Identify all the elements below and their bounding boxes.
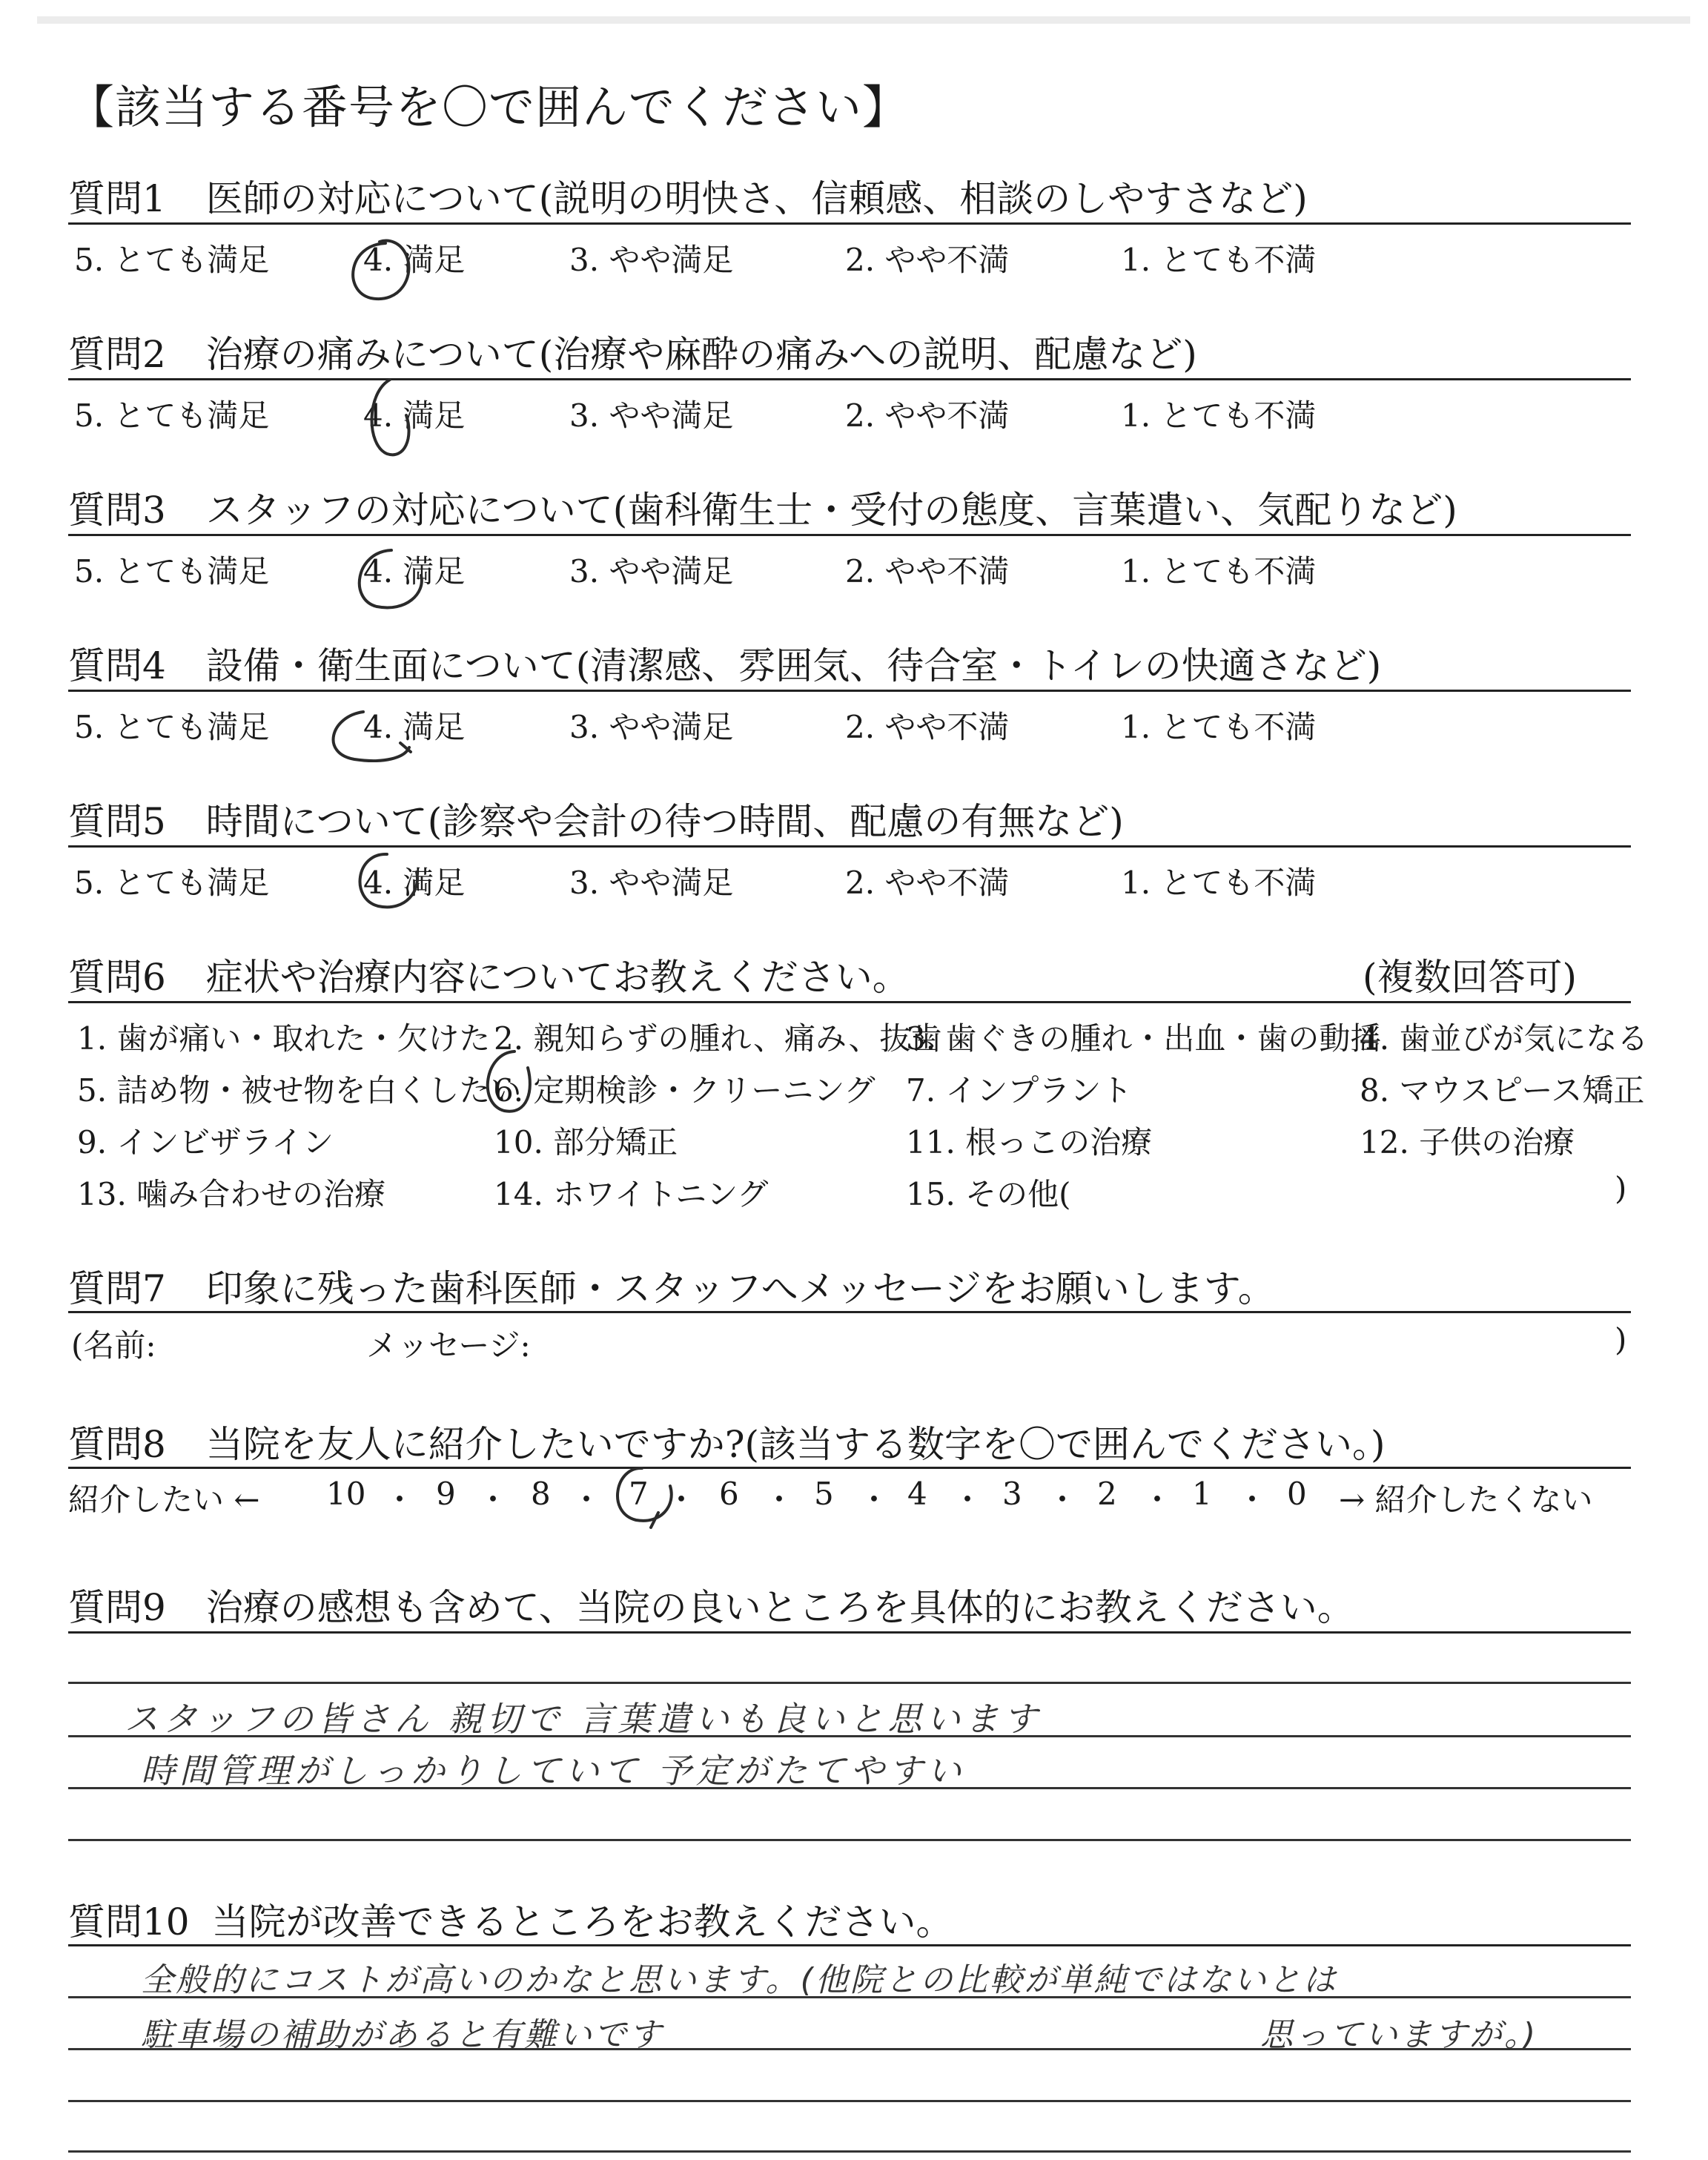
- q6-option-15[interactable]: 15. その他(: [906, 1176, 1071, 1212]
- q6-option-11[interactable]: 11. 根っこの治療: [906, 1124, 1153, 1160]
- q8-dot: ・: [384, 1482, 416, 1518]
- q6-option-12[interactable]: 12. 子供の治療: [1360, 1124, 1575, 1160]
- q9-answer-2: 時間管理がしっかりしていて 予定がたてやすい: [141, 1751, 966, 1791]
- q4-option-2[interactable]: 2. やや不満: [845, 709, 1010, 745]
- question-10: [68, 1892, 953, 1946]
- q6-option-6[interactable]: 6. 定期検診・クリーニング: [494, 1072, 875, 1109]
- q9-answer-line: [68, 1839, 1631, 1841]
- q7-close: ): [1615, 1321, 1627, 1358]
- q3-option-5[interactable]: 5. とても満足: [74, 553, 270, 589]
- q6-option-10[interactable]: 10. 部分矯正: [494, 1124, 678, 1160]
- q8-score-6[interactable]: 6: [719, 1476, 739, 1512]
- question-6-label: 質問6: [68, 956, 166, 999]
- q7-name-label: (名前:: [71, 1327, 156, 1364]
- q10-answer-line: [68, 2150, 1631, 2153]
- q8-left-label: 紹介したい ←: [68, 1482, 260, 1518]
- q8-score-8[interactable]: 8: [531, 1476, 551, 1512]
- question-9-text: 治療の感想も含めて、当院の良いところを具体的にお教えください。: [205, 1586, 1354, 1629]
- question-8-text: 当院を友人に紹介したいですか?(該当する数字を〇で囲んでください。): [205, 1423, 1386, 1466]
- question-10-text: 当院が改善できるところをお教えください。: [211, 1900, 953, 1943]
- q6-other-close: ): [1615, 1170, 1627, 1206]
- q8-score-10[interactable]: 10: [326, 1476, 366, 1512]
- q8-dot: ・: [1047, 1482, 1079, 1518]
- question-1: [68, 169, 1308, 222]
- q4-option-3[interactable]: 3. やや満足: [569, 709, 734, 745]
- q7-message-label: メッセージ:: [366, 1327, 531, 1364]
- q3-option-2[interactable]: 2. やや不満: [845, 553, 1010, 589]
- question-7-text: 印象に残った歯科医師・スタッフへメッセージをお願いします。: [205, 1267, 1275, 1310]
- q6-option-3[interactable]: 3. 歯ぐきの腫れ・出血・歯の動揺: [906, 1020, 1382, 1057]
- q8-score-9[interactable]: 9: [436, 1476, 456, 1512]
- q5-option-1[interactable]: 1. とても不満: [1121, 865, 1317, 901]
- q3-option-4[interactable]: 4. 満足: [363, 553, 466, 589]
- q8-dot: ・: [1142, 1482, 1174, 1518]
- scan-edge: [37, 16, 1690, 24]
- question-7-rule: [68, 1311, 1631, 1313]
- question-4: [68, 636, 1381, 690]
- question-9-rule: [68, 1631, 1631, 1634]
- question-9: [68, 1578, 1354, 1631]
- q2-option-3[interactable]: 3. やや満足: [569, 397, 734, 434]
- question-6-note: (複数回答可): [1363, 956, 1578, 999]
- question-3-label: 質問3: [68, 489, 166, 532]
- q1-option-4[interactable]: 4. 満足: [363, 242, 466, 278]
- q6-option-14[interactable]: 14. ホワイトニング: [494, 1176, 769, 1212]
- question-2-label: 質問2: [68, 333, 166, 376]
- q3-option-3[interactable]: 3. やや満足: [569, 553, 734, 589]
- question-2-text: 治療の痛みについて(治療や麻酔の痛みへの説明、配慮など): [205, 333, 1197, 376]
- q6-option-13[interactable]: 13. 噛み合わせの治療: [77, 1176, 386, 1212]
- q8-dot: ・: [764, 1482, 795, 1518]
- q8-dot: ・: [477, 1482, 509, 1518]
- q6-option-5[interactable]: 5. 詰め物・被せ物を白くしたい: [77, 1072, 522, 1109]
- question-8-rule: [68, 1467, 1631, 1469]
- question-6-rule: [68, 1001, 1631, 1003]
- q2-option-4[interactable]: 4. 満足: [363, 397, 466, 434]
- question-4-label: 質問4: [68, 644, 166, 687]
- q10-answer-1: 全般的にコストが高いのかなと思います。(他院との比較が単純ではないとは: [141, 1961, 1338, 1999]
- page-header: 【該当する番号を〇で囲んでください】: [68, 80, 910, 134]
- q6-option-8[interactable]: 8. マウスピース矯正: [1360, 1072, 1645, 1109]
- q5-option-2[interactable]: 2. やや不満: [845, 865, 1010, 901]
- question-3-rule: [68, 534, 1631, 536]
- question-8-label: 質問8: [68, 1423, 166, 1466]
- question-4-rule: [68, 690, 1631, 692]
- question-1-rule: [68, 222, 1631, 225]
- q8-score-3[interactable]: 3: [1002, 1476, 1022, 1512]
- question-4-text: 設備・衛生面について(清潔感、雰囲気、待合室・トイレの快適さなど): [205, 644, 1382, 687]
- q2-option-5[interactable]: 5. とても満足: [74, 397, 270, 434]
- q8-score-2[interactable]: 2: [1097, 1476, 1117, 1512]
- q8-dot: ・: [952, 1482, 984, 1518]
- question-2: [68, 325, 1197, 378]
- q6-option-1[interactable]: 1. 歯が痛い・取れた・欠けた: [77, 1020, 491, 1057]
- question-3-text: スタッフの対応について(歯科衛生士・受付の態度、言葉遣い、気配りなど): [205, 489, 1457, 532]
- q8-score-1[interactable]: 1: [1192, 1476, 1212, 1512]
- question-1-label: 質問1: [68, 177, 166, 220]
- question-5: [68, 792, 1124, 845]
- q2-option-2[interactable]: 2. やや不満: [845, 397, 1010, 434]
- q4-option-1[interactable]: 1. とても不満: [1121, 709, 1317, 745]
- q6-option-9[interactable]: 9. インビザライン: [77, 1124, 334, 1160]
- question-6-text: 症状や治療内容についてお教えください。: [205, 956, 910, 999]
- q8-score-5[interactable]: 5: [814, 1476, 834, 1512]
- question-1-text: 医師の対応について(説明の明快さ、信頼感、相談のしやすさなど): [205, 177, 1308, 220]
- question-3: [68, 480, 1457, 534]
- q1-option-1[interactable]: 1. とても不満: [1121, 242, 1317, 278]
- q5-option-3[interactable]: 3. やや満足: [569, 865, 734, 901]
- question-10-label: 質問10: [68, 1900, 190, 1943]
- q8-score-7[interactable]: 7: [629, 1476, 649, 1512]
- question-9-label: 質問9: [68, 1586, 166, 1629]
- q8-right-label: → 紹介したくない: [1339, 1482, 1593, 1518]
- q1-option-2[interactable]: 2. やや不満: [845, 242, 1010, 278]
- q10-answer-2: 駐車場の補助があると有難いです: [141, 2016, 663, 2054]
- q6-option-2[interactable]: 2. 親知らずの腫れ、痛み、抜歯: [494, 1020, 942, 1057]
- question-5-text: 時間について(診察や会計の待つ時間、配慮の有無など): [205, 800, 1124, 843]
- question-5-rule: [68, 845, 1631, 848]
- q1-option-5[interactable]: 5. とても満足: [74, 242, 270, 278]
- q5-option-5[interactable]: 5. とても満足: [74, 865, 270, 901]
- question-10-rule: [68, 1944, 1631, 1946]
- question-8: [68, 1415, 1386, 1468]
- q9-answer-line: [68, 1682, 1631, 1684]
- q10-answer-3: 思っていますが。): [1260, 2016, 1538, 2054]
- q4-option-5[interactable]: 5. とても満足: [74, 709, 270, 745]
- q8-dot: ・: [571, 1482, 603, 1518]
- q9-answer-1: スタッフの皆さん 親切で 言葉遣いも良いと思います: [125, 1699, 1042, 1739]
- question-2-rule: [68, 378, 1631, 380]
- question-7-label: 質問7: [68, 1267, 166, 1310]
- q8-dot: ・: [666, 1482, 698, 1518]
- q6-option-4[interactable]: 4. 歯並びが気になる: [1360, 1020, 1649, 1057]
- q8-dot: ・: [858, 1482, 890, 1518]
- q8-dot: ・: [1237, 1482, 1268, 1518]
- q8-score-0[interactable]: 0: [1287, 1476, 1307, 1512]
- q3-option-1[interactable]: 1. とても不満: [1121, 553, 1317, 589]
- q1-option-3[interactable]: 3. やや満足: [569, 242, 734, 278]
- question-7: [68, 1259, 1275, 1312]
- q4-option-4[interactable]: 4. 満足: [363, 709, 466, 745]
- q5-option-4[interactable]: 4. 満足: [363, 865, 466, 901]
- question-5-label: 質問5: [68, 800, 166, 843]
- question-6: [68, 948, 910, 1001]
- q10-answer-line: [68, 2100, 1631, 2102]
- q8-score-4[interactable]: 4: [907, 1476, 927, 1512]
- q2-option-1[interactable]: 1. とても不満: [1121, 397, 1317, 434]
- q6-option-7[interactable]: 7. インプラント: [906, 1072, 1133, 1109]
